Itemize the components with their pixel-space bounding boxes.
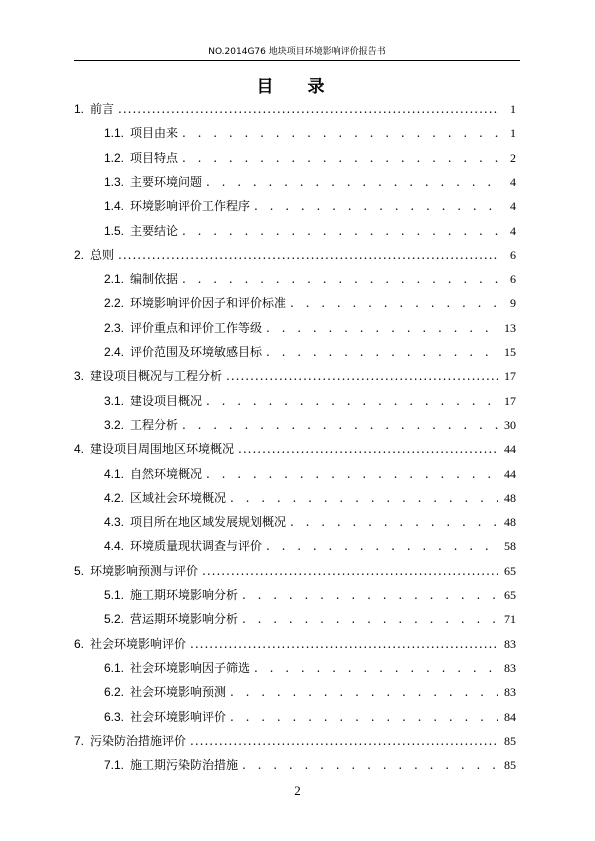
toc-chapter-entry[interactable] [74,632,516,652]
toc-dot-leader [242,757,498,773]
toc-section-entry[interactable] [104,389,516,409]
toc-chapter-entry[interactable] [74,243,516,263]
toc-entry-page: 83 [504,636,516,651]
toc-section-entry[interactable] [104,316,516,336]
toc-entry-number: 1.4. [104,199,125,214]
toc-dot-leader [238,441,498,457]
toc-entry-page: 48 [504,515,516,530]
toc-section-entry[interactable] [104,462,516,482]
toc-entry-page: 1 [510,126,516,141]
toc-entry-label: 项目所在地区域发展规划概况 [130,515,287,530]
toc-dot-leader [182,417,498,433]
toc-section-entry[interactable] [104,413,516,433]
toc-entry-label: 前言 [90,102,115,116]
toc-dot-leader [182,150,498,166]
toc-entry-label: 项目由来 [130,126,179,141]
toc-section-entry[interactable] [104,607,516,627]
toc-chapter-entry[interactable] [74,97,516,117]
toc-section-entry[interactable] [104,219,516,239]
toc-entry-label: 工程分析 [130,417,179,432]
toc-section-entry[interactable] [104,583,516,603]
toc-entry-page: 17 [504,393,516,408]
toc-entry-number: 6.2. [104,685,125,700]
toc-entry-label: 施工期环境影响分析 [130,588,239,602]
toc-entry-label: 营运期环境影响分析 [130,612,239,627]
toc-chapter-entry[interactable] [74,559,516,579]
toc-entry-page: 58 [504,539,516,554]
toc-dot-leader [230,684,498,700]
toc-entry-number: 5.1. [104,588,125,602]
toc-entry-number: 2.2. [104,296,125,311]
toc-section-entry[interactable] [104,291,516,311]
toc-entry-number: 2.1. [104,272,125,287]
toc-entry-label: 主要环境问题 [130,174,203,189]
toc-dot-leader [202,563,498,579]
toc-entry-page: 85 [504,733,516,748]
toc-dot-leader [242,611,498,627]
toc-dot-leader [242,587,498,603]
toc-dot-leader [182,271,498,287]
toc-entry-label: 主要结论 [130,223,179,238]
toc-section-entry[interactable] [104,194,516,214]
toc-dot-leader [230,709,498,725]
toc-entry-page: 9 [510,296,516,311]
toc-entry-page: 83 [504,685,516,700]
toc-entry-number: 3.2. [104,417,125,432]
toc-section-entry[interactable] [104,121,516,141]
toc-section-entry[interactable] [104,705,516,725]
toc-entry-label: 评价重点和评价工作等级 [130,320,263,335]
toc-section-entry[interactable] [104,146,516,166]
toc-entry-label: 施工期污染防治措施 [130,758,239,773]
toc-entry-number: 1.3. [104,174,125,189]
toc-section-entry[interactable] [104,656,516,676]
toc-chapter-entry[interactable] [74,437,516,457]
toc-dot-leader [290,295,498,311]
toc-section-entry[interactable] [104,340,516,360]
toc-entry-page: 30 [504,417,516,432]
toc-entry-number: 1.5. [104,223,125,238]
toc-dot-leader [182,125,498,141]
toc-section-entry[interactable] [104,534,516,554]
toc-entry-page: 6 [510,272,516,287]
toc-entry-label: 环境影响评价工作程序 [130,199,251,214]
toc-dot-leader [118,101,498,117]
toc-entry-page: 44 [504,466,516,481]
toc-entry-label: 社会环境影响预测 [130,685,227,700]
toc-entry-page: 71 [504,612,516,627]
toc-chapter-entry[interactable] [74,364,516,384]
toc-entry-label: 总则 [90,247,115,262]
toc-entry-page: 48 [504,490,516,505]
toc-entry-label: 建设项目概况 [130,393,203,408]
toc-dot-leader [206,466,498,482]
toc-entry-page: 83 [504,660,516,675]
toc-entry-page: 15 [504,345,516,359]
toc-entry-number: 2.3. [104,320,125,335]
toc-entry-label: 污染防治措施评价 [90,733,187,748]
toc-entry-label: 区域社会环境概况 [130,490,227,505]
toc-entry-number: 6.1. [104,660,125,675]
toc-entry-number: 4. [74,442,85,457]
toc-entry-number: 2. [74,247,85,262]
toc-entry-label: 编制依据 [130,272,179,287]
toc-dot-leader [206,393,498,409]
toc-section-entry[interactable] [104,486,516,506]
toc-entry-number: 3.1. [104,393,125,408]
toc-entry-number: 5.2. [104,612,125,627]
toc-entry-page: 65 [504,588,516,602]
toc-entry-page: 6 [510,247,516,262]
toc-title: 目 录 [256,77,339,97]
toc-entry-number: 6.3. [104,709,125,724]
toc-entry-label: 社会环境影响因子筛选 [130,660,251,675]
toc-dot-leader [190,636,498,652]
toc-entry-number: 5. [74,563,85,578]
toc-dot-leader [254,198,498,214]
toc-dot-leader [118,247,498,263]
toc-entry-number: 4.4. [104,539,125,554]
toc-entry-label: 建设项目周围地区环境概况 [90,442,235,457]
toc-dot-leader [182,223,498,239]
toc-dot-leader [266,320,498,336]
toc-section-entry[interactable] [104,267,516,287]
toc-entry-number: 6. [74,636,85,651]
toc-entry-label: 环境影响预测与评价 [90,563,199,578]
toc-entry-page: 65 [504,563,516,578]
toc-entry-label: 社会环境影响评价 [90,636,187,651]
toc-dot-leader [266,344,498,360]
toc-entry-number: 1. [74,102,85,116]
toc-entry-page: 4 [510,223,516,238]
toc-entry-number: 4.3. [104,515,125,530]
toc-section-entry[interactable] [104,170,516,190]
toc-entry-number: 4.1. [104,466,125,481]
toc-entry-number: 2.4. [104,345,125,359]
page-number: 2 [294,783,301,798]
toc-entry-page: 44 [504,442,516,457]
toc-entry-number: 3. [74,369,85,384]
toc-entry-label: 环境影响评价因子和评价标准 [130,296,287,311]
toc-section-entry[interactable] [104,680,516,700]
toc-entry-label: 项目特点 [130,150,179,165]
toc-entry-page: 2 [510,150,516,165]
toc-entry-page: 85 [504,758,516,773]
toc-dot-leader [206,174,498,190]
toc-entry-page: 1 [510,102,516,116]
toc-entry-number: 4.2. [104,490,125,505]
toc-dot-leader [254,660,498,676]
running-header: NO.2014G76 地块项目环境影响评价报告书 [74,44,520,61]
toc-dot-leader [230,490,498,506]
toc-dot-leader [190,733,498,749]
toc-dot-leader [266,538,498,554]
toc-entry-page: 4 [510,199,516,214]
toc-entry-number: 7.1. [104,758,125,773]
toc-entry-label: 自然环境概况 [130,466,203,481]
toc-entry-label: 建设项目概况与工程分析 [90,369,223,384]
toc-entry-page: 4 [510,174,516,189]
toc-entry-page: 13 [504,320,516,335]
toc-chapter-entry[interactable] [74,729,516,749]
toc-section-entry[interactable] [104,753,516,773]
toc-dot-leader [290,514,498,530]
toc-entry-page: 17 [504,369,516,384]
toc-dot-leader [226,368,498,384]
toc-entry-number: 1.2. [104,150,125,165]
toc-entry-label: 环境质量现状调查与评价 [130,539,263,554]
toc-entry-number: 1.1. [104,126,125,141]
toc-entry-label: 社会环境影响评价 [130,709,227,724]
toc-entry-number: 7. [74,733,85,748]
toc-entry-label: 评价范围及环境敏感目标 [130,345,263,359]
toc-section-entry[interactable] [104,510,516,530]
toc-entry-page: 84 [504,709,516,724]
